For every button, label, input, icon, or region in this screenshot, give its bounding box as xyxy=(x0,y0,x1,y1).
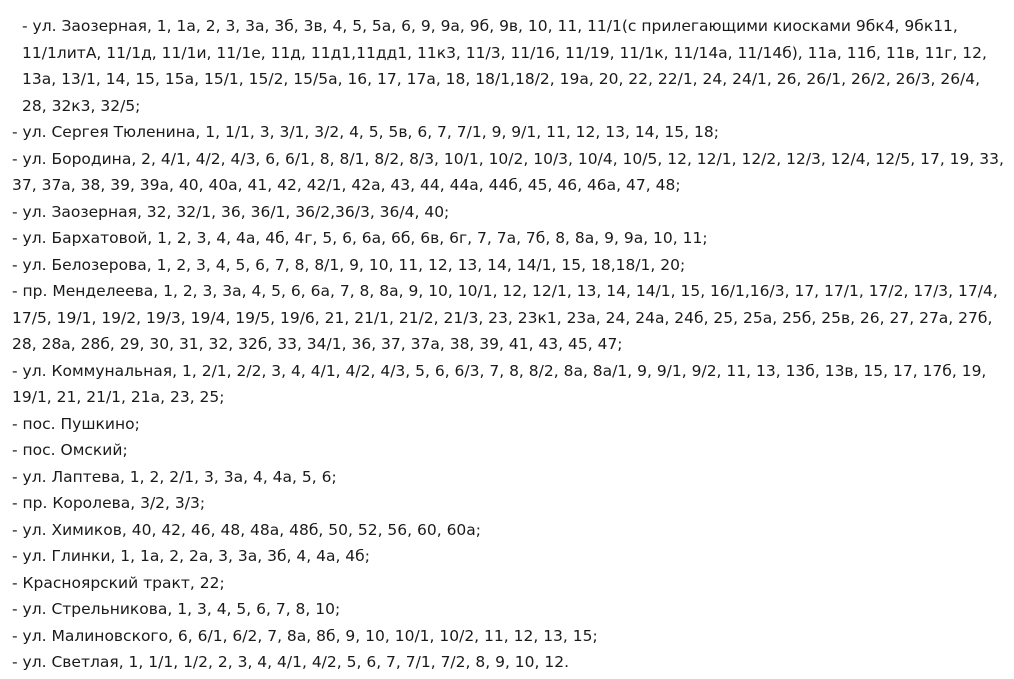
address-entry-malinovskogo: - ул. Малиновского, 6, 6/1, 6/2, 7, 8а, 8б, 9, 10, 10/1, 10/2, 11, 12, 13, 15; xyxy=(12,626,598,645)
address-entry-strelnikova: - ул. Стрельникова, 1, 3, 4, 5, 6, 7, 8, 10; xyxy=(12,600,341,618)
address-entry-pushkino: - пос. Пушкино; xyxy=(12,414,140,433)
address-entry-kommunalnaya: - ул. Коммунальная, 1, 2/1, 2/2, 3, 4, 4/1, 4/2, 4/3, 5, 6, 6/3, 7, 8, 8/2, 8а, 8а/1, 9, 9/1, 9/2, 11, 13, 13б, 13в, 15, 17, 17б, 19, 19/1, 21, 21/1, 21а, 23, 25; xyxy=(12,361,987,406)
address-entry-koroleva: - пр. Королева, 3/2, 3/3; xyxy=(12,494,206,512)
address-entry-krasnoyarskiy-trakt: - Красноярский тракт, 22; xyxy=(12,573,225,592)
address-entry-khimikov: - ул. Химиков, 40, 42, 46, 48, 48а, 48б, 50, 52, 56, 60, 60а; xyxy=(12,520,482,539)
address-entry-zaozernaya: - ул. Заозерная, 1, 1а, 2, 3, 3а, 3б, 3в, 4, 5, 5а, 6, 9, 9а, 9б, 9в, 10, 11, 11/1(с прилегающими киосками 9бк4, 9бк11, 11/1литА, 11/1д, 11/1и, 11/1е, 11д, 11д1,11дд1, 11к3, 11/3, 11/16, 11/19, 11/1к, 11/14а, 11/14б), 11а, 11б, 11в, 11г, 12, 13а, 13/1, 14, 15, 15а, 15/1, 15/2, 15/5а, 16, 17, 17а, 18, 18/1,18/2, 19а, 20, 22, 22/1, 24, 24/1, 26, 26/1, 26/2, 26/3, 26/4, 28, 32к3, 32/5; xyxy=(22,17,987,115)
address-entry-belozerova: - ул. Белозерова, 1, 2, 3, 4, 5, 6, 7, 8, 8/1, 9, 10, 11, 12, 13, 14, 14/1, 15, 18,18/1, 20; xyxy=(12,255,686,274)
address-entry-zaozernaya-2: - ул. Заозерная, 32, 32/1, 36, 36/1, 36/2,36/3, 36/4, 40; xyxy=(12,202,450,221)
address-entry-svetlaya: - ул. Светлая, 1, 1/1, 1/2, 2, 3, 4, 4/1, 4/2, 5, 6, 7, 7/1, 7/2, 8, 9, 10, 12. xyxy=(12,653,570,671)
address-entry-glinki: - ул. Глинки, 1, 1а, 2, 2а, 3, 3а, 3б, 4, 4а, 4б; xyxy=(12,547,370,565)
address-entry-tyulenina: - ул. Сергея Тюленина, 1, 1/1, 3, 3/1, 3/2, 4, 5, 5в, 6, 7, 7/1, 9, 9/1, 11, 12, 13, 14, 15, 18; xyxy=(12,123,719,141)
address-entry-lapteva: - ул. Лаптева, 1, 2, 2/1, 3, 3а, 4, 4а, 5, 6; xyxy=(12,467,337,486)
address-entry-mendeleeva: - пр. Менделеева, 1, 2, 3, 3а, 4, 5, 6, 6а, 7, 8, 8а, 9, 10, 10/1, 12, 12/1, 13, 14, 14/1, 15, 16/1,16/3, 17, 17/1, 17/2, 17/3, 17/4, 17/5, 19/1, 19/2, 19/3, 19/4, 19/5, 19/6, 21, 21/1, 21/2, 21/3, 23, 23к1, 23а, 24, 24а, 24б, 25, 25а, 25б, 25в, 26, 27, 27а, 27б, 28, 28а, 28б, 29, 30, 31, 32, 32б, 33, 34/1, 36, 37, 37а, 38, 39, 41, 43, 45, 47; xyxy=(12,282,998,353)
address-entry-barkhatovoy: - ул. Бархатовой, 1, 2, 3, 4, 4а, 4б, 4г, 5, 6, 6а, 6б, 6в, 6г, 7, 7а, 7б, 8, 8а, 9, 9а, 10, 11; xyxy=(12,229,708,247)
address-entry-omskiy: - пос. Омский; xyxy=(12,441,128,459)
address-entry-borodina: - ул. Бородина, 2, 4/1, 4/2, 4/3, 6, 6/1, 8, 8/1, 8/2, 8/3, 10/1, 10/2, 10/3, 10/4, 10/5, 12, 12/1, 12/2, 12/3, 12/4, 12/5, 17, 19, 33, 37, 37а, 38, 39, 39а, 40, 40а, 41, 42, 42/1, 42а, 43, 44, 44а, 44б, 45, 46, 46а, 47, 48; xyxy=(12,149,1004,194)
